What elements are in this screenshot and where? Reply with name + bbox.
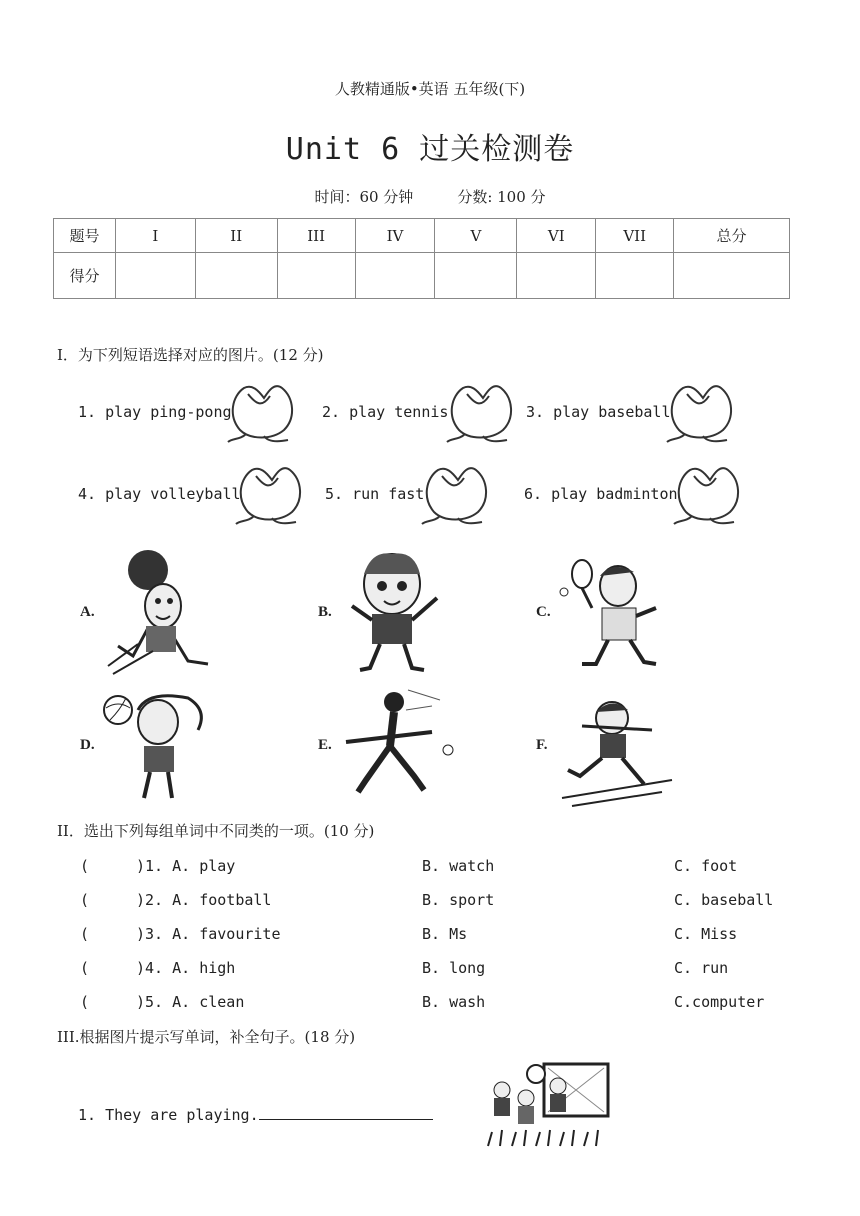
answer-leaf-icon [445,378,515,444]
picture-label-e: E. [318,737,332,753]
table-header-cell: II [195,219,277,253]
phrase-2: 2. play tennis [322,403,449,421]
answer-leaf-icon [234,460,304,526]
table-header-cell: IV [355,219,435,253]
question-option-b: B. long [422,959,486,977]
time-limit: 时间：60 分钟 [314,188,414,206]
question-1-text: 1. They are playing. [78,1106,259,1124]
picture-label-f: F. [536,737,548,753]
score-cell [596,253,674,299]
table-header-cell: III [277,219,355,253]
children-playing-football-icon [478,1058,614,1150]
paren-open: ( [80,925,90,943]
table-header-cell: VI [517,219,596,253]
table-header-cell: VII [596,219,674,253]
score-cell [115,253,195,299]
section2-title: II．选出下列每组单词中不同类的一项。(10 分) [57,822,375,840]
section1-title: I．为下列短语选择对应的图片。(12 分) [57,346,324,364]
phrase-6: 6. play badminton [524,485,678,503]
score-table-header-row [54,219,790,253]
answer-leaf-icon [226,378,296,444]
score-cell [277,253,355,299]
question-option-c: C. run [674,959,729,977]
row-label: 得分 [54,253,116,299]
edition-label: 人教精通版•英语 五年级(下) [334,80,526,98]
score-cell [435,253,517,299]
paren-open: ( [80,959,90,977]
question-1 [78,1104,433,1124]
question-option-a: )2. A. football [136,891,272,909]
question-option-b: B. watch [422,857,495,875]
section3-title: III.根据图片提示写单词，补全句子。(18 分) [57,1028,356,1046]
question-option-c: C. Miss [674,925,738,943]
total-score: 分数: 100 分 [457,188,546,206]
question-option-b: B. Ms [422,925,468,943]
question-option-b: B. sport [422,891,495,909]
boy-running-icon [332,546,462,676]
table-header-cell: 总分 [674,219,790,253]
exam-info [0,186,860,207]
phrase-1: 1. play ping-pong [78,403,232,421]
table-header-cell: V [435,219,517,253]
question-option-a: )3. A. favourite [136,925,281,943]
picture-label-d: D. [80,737,95,753]
answer-leaf-icon [672,460,742,526]
baseball-batter-icon [336,680,466,810]
picture-label-c: C. [536,604,551,620]
question-option-c: C. foot [674,857,738,875]
question-option-b: B. wash [422,993,486,1011]
question-option-a: )4. A. high [136,959,236,977]
phrase-5: 5. run fast [325,485,425,503]
table-header-cell: I [115,219,195,253]
ping-pong-player-icon [98,546,228,676]
score-table [53,218,790,299]
answer-leaf-icon [420,460,490,526]
tennis-player-icon [552,546,682,676]
paren-open: ( [80,993,90,1011]
picture-label-a: A. [80,604,95,620]
score-cell [517,253,596,299]
paren-open: ( [80,857,90,875]
question-option-a: )5. A. clean [136,993,245,1011]
score-cell [674,253,790,299]
page-title: Unit 6 过关检测卷 [285,132,575,167]
phrase-3: 3. play baseball [526,403,671,421]
table-header-cell: 题号 [54,219,116,253]
score-cell [195,253,277,299]
paren-open: ( [80,891,90,909]
phrase-4: 4. play volleyball [78,485,241,503]
score-cell [355,253,435,299]
question-option-c: C.computer [674,993,765,1011]
volleyball-girl-icon [98,680,228,810]
answer-leaf-icon [665,378,735,444]
question-option-c: C. baseball [674,891,774,909]
badminton-runner-icon [552,680,682,810]
answer-blank[interactable] [259,1104,433,1120]
picture-label-b: B. [318,604,332,620]
score-table-score-row [54,253,790,299]
question-option-a: )1. A. play [136,857,236,875]
